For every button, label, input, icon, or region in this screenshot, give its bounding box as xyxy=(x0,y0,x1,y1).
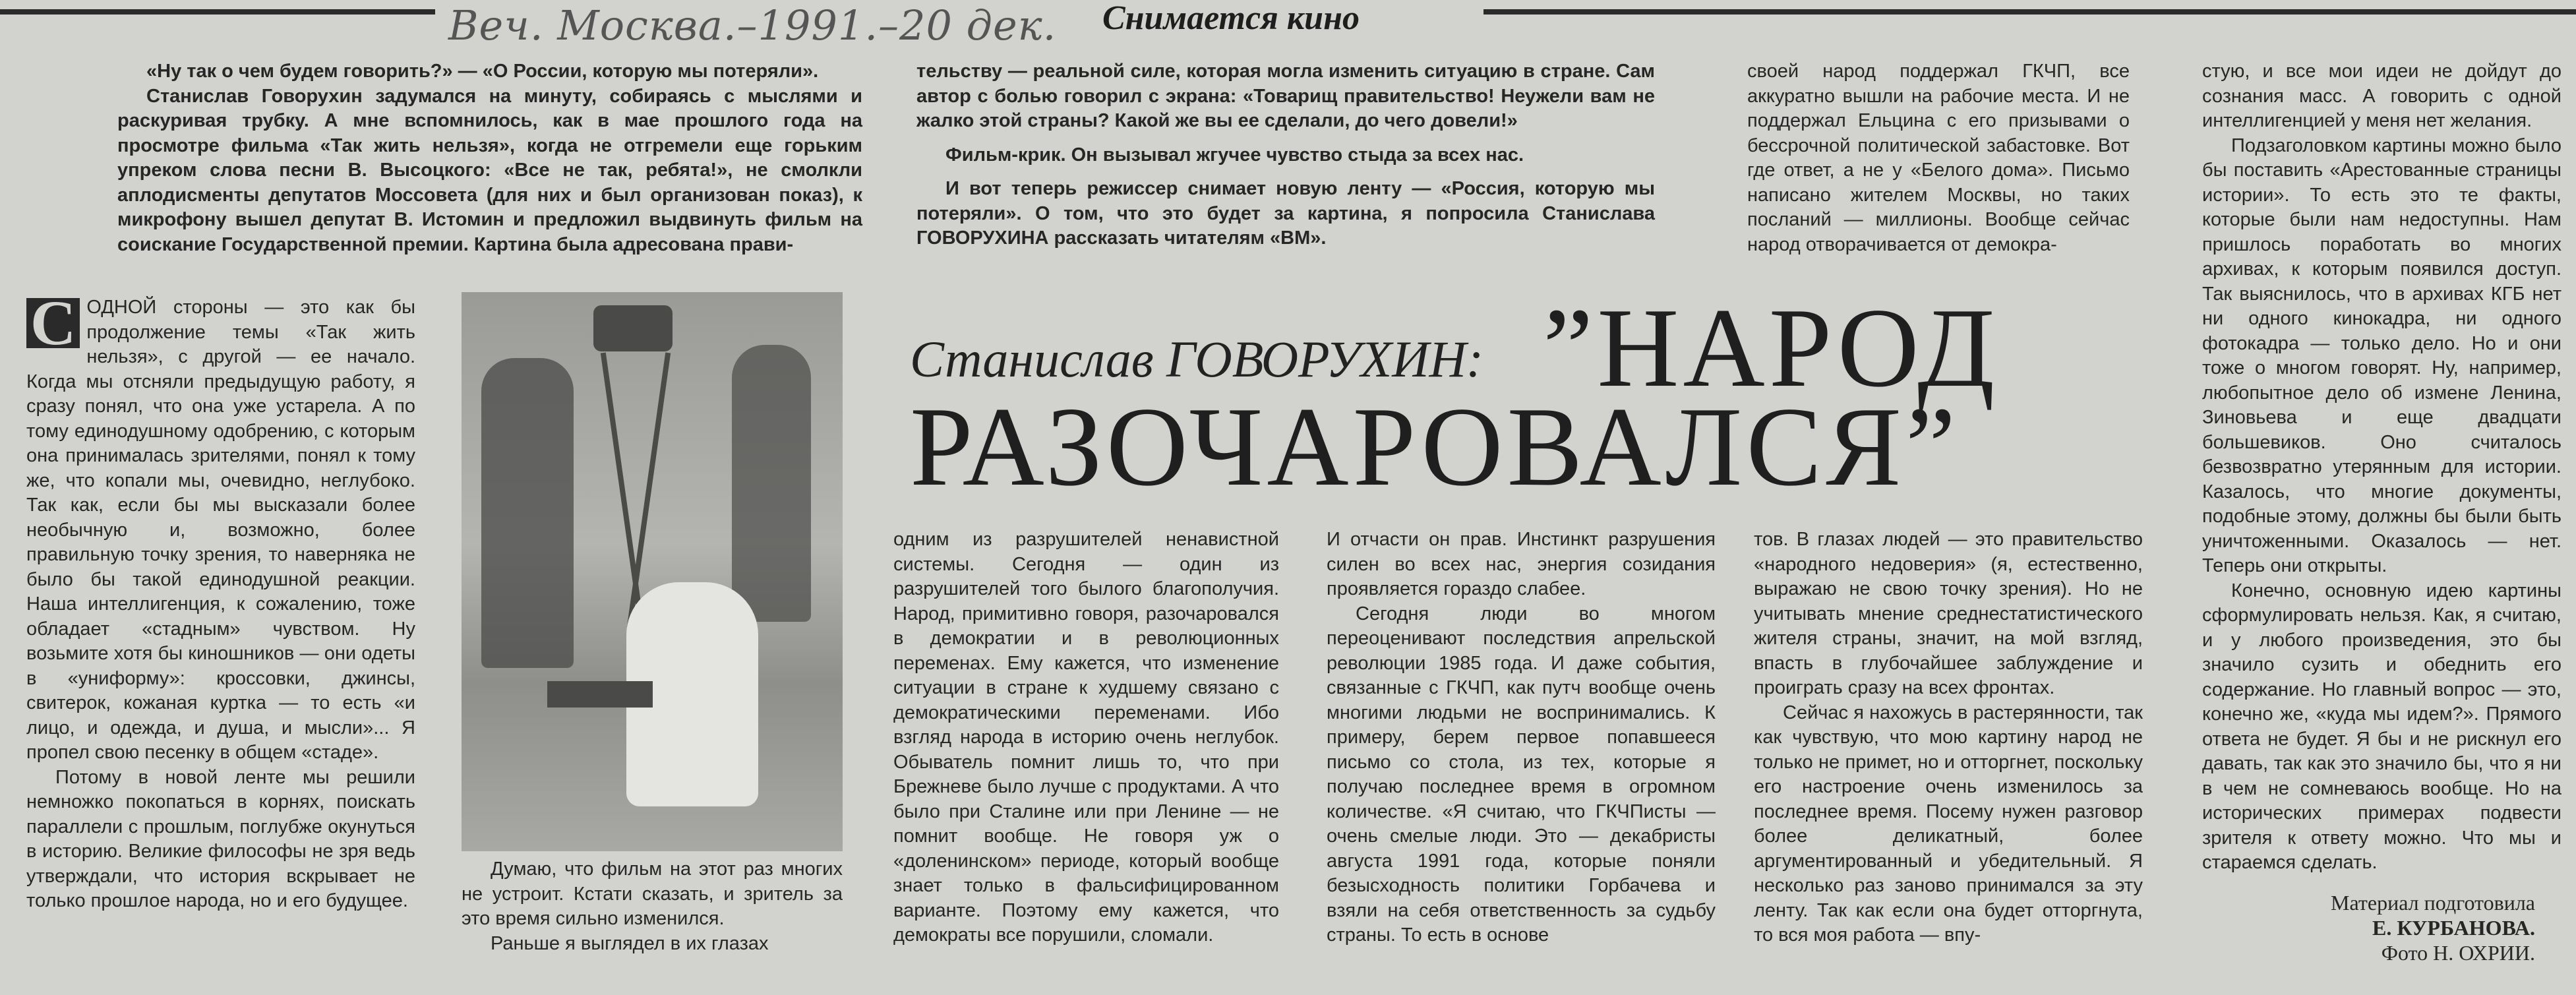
body-paragraph: Потому в новой ленте мы решили немножко покопаться в корнях, поискать параллели с прошлым, поглубже окунуться в историю. Великие философы не зря ведь утверждали, что история вскрывает не только прошлое народа, но и его будущее. xyxy=(26,766,415,911)
equipment-case xyxy=(547,681,653,708)
headline-line-2: РАЗОЧАРОВАЛСЯ” xyxy=(910,384,1960,510)
intro-column-2 xyxy=(916,59,1655,251)
intro-paragraph: Станислав Говорухин задумался на минуту, собираясь с мыслями и раскуривая трубку. А мне вспомнилось, как в мае прошлого года на просмотре фильма «Так жить нельзя», когда не отгремели еще горьким упреком слова песни В. Высоцкого: «Все не так, ребята!», не смолкли аплодисменты депутатов Моссовета (для них и был организован показ), к микрофону вышел депутат В. Истомин и предложил выдвинуть фильм на соискание Государственной премии. Картина была адресована прави- xyxy=(117,85,862,255)
person-silhouette xyxy=(732,345,811,622)
headline-author: Станислав ГОВОРУХИН: xyxy=(910,330,1483,388)
intro-paragraph: тельству — реальной силе, которая могла изменить ситуацию в стране. Сам автор с болью говорил с экрана: «Товарищ правительство! Неужели вам не жалко этой страны? Какой же вы ее сделали, до чего довели!» xyxy=(916,61,1655,131)
middle-column-2 xyxy=(1327,528,1716,948)
drop-cap: С xyxy=(26,298,80,348)
body-paragraph: своей народ поддержал ГКЧП, все аккуратно вышли на рабочие места. И не поддержал Ельцина с его призывами о бессрочной политической забастовке. Вот где ответ, а не у «Белого дома». Письмо написано жителем Москвы, но таких посланий — миллионы. Вообще сейчас народ отворачивается от демокра- xyxy=(1747,61,2130,255)
body-paragraph: Сегодня люди во многом переоценивают последствия апрельской революции 1985 года. И даже события, связанные с ГКЧП, как путч вообще очень многими людьми не воспринимались. К примеру, берем первое попавшееся письмо со стола, из тех, которые я получаю последнее время в огромном количестве. «Я считаю, что ГКЧПисты — очень смелые люди. Это — декабристы августа 1991 года, которые поняли безысходность политики Горбачева и взяли на себя ответственность за судьбу страны. То есть в основе xyxy=(1327,603,1716,946)
caption-column xyxy=(462,857,843,956)
credit-line: Материал подготовила xyxy=(2331,891,2535,915)
intro-paragraph: И вот теперь режиссер снимает новую ленту — «Россия, которую мы потеряли». О том, что это будет за картина, я попросила Станислава ГОВОРУХИНА рассказать читателям «ВМ». xyxy=(916,178,1655,249)
credit-photo: Фото Н. ОХРИИ. xyxy=(2381,941,2535,965)
body-paragraph: Раньше я выглядел в их глазах xyxy=(491,932,769,954)
body-paragraph: тов. В глазах людей — это правительство «народного недоверия» (я, естественно, выражаю не свою точку зрения). Но не учитывать мнение среднестатистического жителя страны, значит, на мой взгляд, впасть в глубочайшее заблуждение и проиграть сразу на всех фронтах. xyxy=(1754,529,2143,698)
body-paragraph: ОДНОЙ стороны — это как бы продолжение темы «Так жить нельзя», с другой — ее начало. Когда мы отсняли предыдущую работу, я сразу понял, что она уже устарела. А по тому единодушному одобрению, с которым она принималась зрителями, понял к тому же, что копали мы, очевидно, неглубоко. Так как, если бы мы высказали более необычную и, возможно, более правильную точку зрения, то наверняка не было бы такой единодушной реакции. Наша интеллигенция, к сожалению, тоже обладает «стадным» чувством. Ну возьмите хотя бы киношников — они одеты в «униформу»: кроссовки, джинсы, свитерок, кожаная куртка — то есть «и лицо, и одежда, и душа, и мысли»... Я пропел свою песенку в общем «стаде». xyxy=(26,297,415,763)
body-paragraph: стую, и все мои идеи не дойдут до сознания масс. А говорить с одной интеллигенцией у меня нет желания. xyxy=(2202,61,2561,131)
body-paragraph: Думаю, что фильм на этот раз многих не устроит. Кстати сказать, и зритель за это время сильно изменился. xyxy=(462,859,843,929)
intro-column-1 xyxy=(117,59,862,257)
body-paragraph: Подзаголовком картины можно было бы поставить «Арестованные страницы истории». То есть это те факты, которые были нам недоступны. Нам пришлось поработать во многих архивах, к которым появился доступ. Так выяснилось, что в архивах КГБ нет ни одного кинокадра, ни одного фотокадра — только дело. Но и они тоже о многом говорят. Ну, например, любопытное дело об измене Ленина, Зиновьева и еще двадцати большевиков. Оно считалось безвозвратно утерянным для истории. Казалось, что многие документы, подобные этому, должны бы были быть уничтоженными. Оказалось — нет. Теперь они открыты. xyxy=(2202,135,2561,576)
credit-author: Е. КУРБАНОВА. xyxy=(2372,916,2535,940)
intro-paragraph: Фильм-крик. Он вызывал жгучее чувство стыда за всех нас. xyxy=(945,144,1524,166)
right-column xyxy=(2202,59,2561,876)
intro-paragraph: «Ну так о чем будем говорить?» — «О России, которую мы потеряли». xyxy=(146,61,819,82)
middle-column-1 xyxy=(893,528,1279,948)
left-column xyxy=(26,287,415,914)
middle-column-3 xyxy=(1754,528,2143,948)
person-silhouette xyxy=(481,358,574,668)
film-crew-photo xyxy=(462,292,843,851)
headline-line-1: ”НАРОД xyxy=(1543,286,1999,411)
camera-shape xyxy=(593,305,673,351)
section-rubric: Снимается кино xyxy=(1102,0,1360,37)
top-right-column xyxy=(1747,59,2130,257)
body-paragraph: одним из разрушителей ненавистной системы. Сегодня — один из разрушителей того былого благополучия. Народ, примитивно говоря, разочаровался в демократии и в революционных переменах. Ему кажется, что изменение ситуации в стране к худшему связано с демократическими переменами. Ибо взгляд народа в историю очень неглубок. Обыватель помнит лишь то, что при Брежневе было лучше с продуктами. А что было при Сталине или при Ленине — не помнит вообще. Не говоря уж о «доленинском» периоде, который вообще знает только в фальсифицированном варианте. Поэтому ему кажется, что демократы все порушили, сломали. xyxy=(893,529,1279,946)
top-rule-left xyxy=(0,9,435,15)
body-paragraph: Сейчас я нахожусь в растерянности, так как чувствую, что мою картину народ не только не примет, но и отторгнет, поскольку его настроение очень изменилось за последнее время. Посему нужен разговор более деликатный, более аргументированный и убедительный. Я несколько раз заново принимался за эту ленту. Так как если она будет отторгнута, то вся моя работа — впу- xyxy=(1754,702,2143,946)
body-paragraph: И отчасти он прав. Инстинкт разрушения силен во всех нас, энергия созидания проявляется гораздо слабее. xyxy=(1327,529,1716,599)
handwritten-note: Веч. Москва.–1991.–20 дек. xyxy=(448,1,1057,49)
body-paragraph: Конечно, основную идею картины сформулировать нельзя. Как, я считаю, и у любого произведения, это бы значило сузить и обеднить его содержание. Но главный вопрос — это, конечно же, «куда мы идем?». Прямого ответа не будет. Я бы и не рискнул его давать, так как это значило бы, что я ни в чем не сомневаюсь вообще. Но на исторических примерах подвести зрителя к ответу можно. Что мы и стараемся сделать. xyxy=(2202,580,2561,873)
author-credit xyxy=(2215,890,2535,965)
top-rule-right xyxy=(1483,9,2576,15)
